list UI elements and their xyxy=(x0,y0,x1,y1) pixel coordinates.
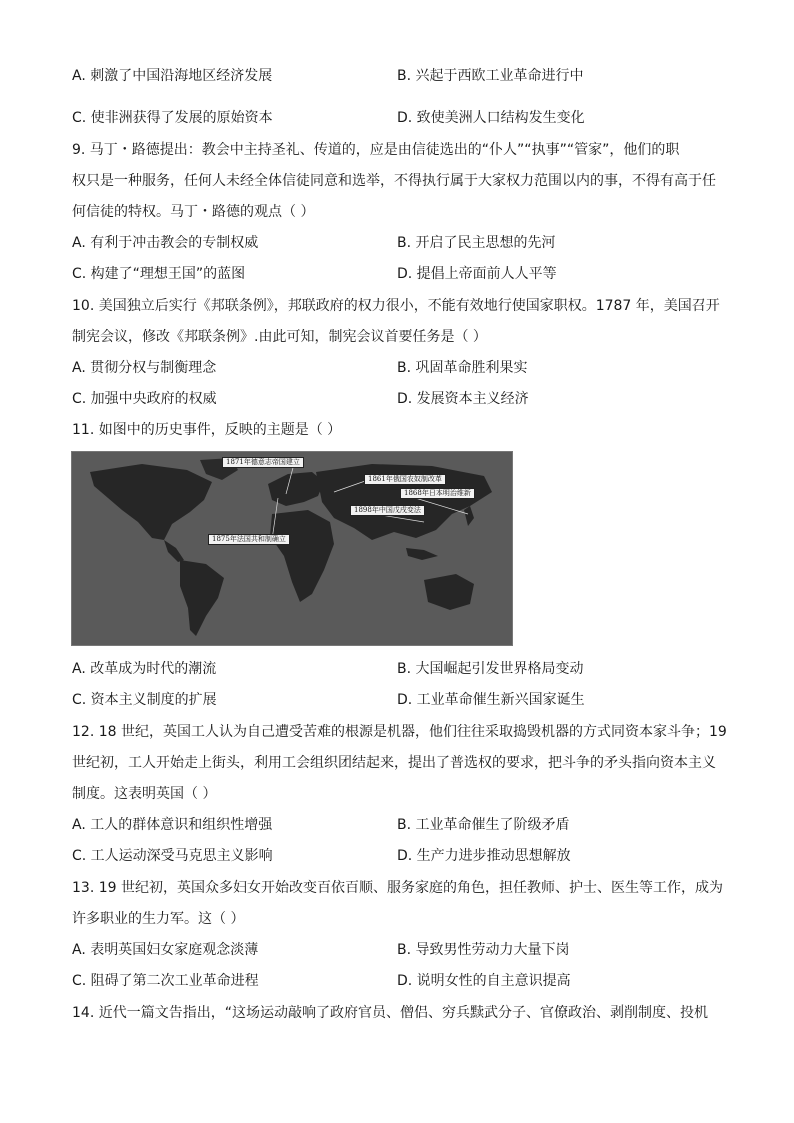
q12-option-c[interactable]: C. 工人运动深受马克思主义影响 xyxy=(72,848,273,864)
q12-options-row-1 xyxy=(72,815,722,835)
q9-stem-line-3: 何信徒的特权。马丁・路德的观点（ ） xyxy=(72,204,315,220)
map-label-germany: 1871年德意志帝国建立 xyxy=(222,457,304,468)
map-label-china: 1898年中国戊戌变法 xyxy=(350,505,425,516)
q11-options-row-2 xyxy=(72,690,722,710)
q10-options-row-1 xyxy=(72,358,722,378)
q13-options-row-2 xyxy=(72,971,722,991)
q12-stem-line-3: 制度。这表明英国（ ） xyxy=(72,786,217,802)
q10-options-row-2 xyxy=(72,389,722,409)
q8-option-d[interactable]: D. 致使美洲人口结构发生变化 xyxy=(397,110,585,126)
q12-option-d[interactable]: D. 生产力进步推动思想解放 xyxy=(397,848,571,864)
q10-option-c[interactable]: C. 加强中央政府的权威 xyxy=(72,391,217,407)
q11-option-a[interactable]: A. 改革成为时代的潮流 xyxy=(72,661,217,677)
q9-option-a[interactable]: A. 有利于冲击教会的专制权威 xyxy=(72,235,259,251)
q12-option-a[interactable]: A. 工人的群体意识和组织性增强 xyxy=(72,817,273,833)
q13-stem-line-2: 许多职业的生力军。这（ ） xyxy=(72,911,245,927)
map-label-france: 1875年法国共和制确立 xyxy=(208,534,290,545)
q12-option-b[interactable]: B. 工业革命催生了阶级矛盾 xyxy=(397,817,570,833)
q10-stem-line-2: 制宪会议，修改《邦联条例》.由此可知，制宪会议首要任务是（ ） xyxy=(72,329,487,345)
q11-option-b[interactable]: B. 大国崛起引发世界格局变动 xyxy=(397,661,584,677)
q13-option-a[interactable]: A. 表明英国妇女家庭观念淡薄 xyxy=(72,942,259,958)
q9-option-b[interactable]: B. 开启了民主思想的先河 xyxy=(397,235,556,251)
q8-option-b[interactable]: B. 兴起于西欧工业革命进行中 xyxy=(397,68,584,84)
q11-stem: 11. 如图中的历史事件，反映的主题是（ ） xyxy=(72,422,342,438)
q8-option-a[interactable]: A. 刺激了中国沿海地区经济发展 xyxy=(72,68,273,84)
q13-option-d[interactable]: D. 说明女性的自主意识提高 xyxy=(397,973,571,989)
q8-options-row-2 xyxy=(72,108,722,128)
map-label-russia: 1861年俄国农奴制改革 xyxy=(364,474,446,485)
q14-stem-line-1: 14. 近代一篇文告指出，“这场运动敲响了政府官员、僧侣、穷兵黩武分子、官僚政治、剥削制度、投机 xyxy=(72,1005,708,1021)
world-map-figure xyxy=(72,452,512,645)
map-label-japan: 1868年日本明治维新 xyxy=(400,488,475,499)
q9-stem-line-1: 9. 马丁・路德提出：教会中主持圣礼、传道的，应是由信徒选出的“仆人”“执事”“管家”，他们的职 xyxy=(72,142,680,158)
q13-stem-line-1: 13. 19 世纪初，英国众多妇女开始改变百依百顺、服务家庭的角色，担任教师、护士、医生等工作，成为 xyxy=(72,880,723,896)
q9-option-d[interactable]: D. 提倡上帝面前人人平等 xyxy=(397,266,557,282)
q10-stem-line-1: 10. 美国独立后实行《邦联条例》，邦联政府的权力很小，不能有效地行使国家职权。1787 年，美国召开 xyxy=(72,298,720,314)
q12-stem-line-2: 世纪初，工人开始走上街头，利用工会组织团结起来，提出了普选权的要求，把斗争的矛头指向资本主义 xyxy=(72,755,716,771)
q9-option-c[interactable]: C. 构建了“理想王国”的蓝图 xyxy=(72,266,246,282)
q13-option-b[interactable]: B. 导致男性劳动力大量下岗 xyxy=(397,942,570,958)
q11-options-row-1 xyxy=(72,659,722,679)
q13-options-row-1 xyxy=(72,940,722,960)
q11-option-d[interactable]: D. 工业革命催生新兴国家诞生 xyxy=(397,692,585,708)
q9-stem-line-2: 权只是一种服务，任何人未经全体信徒同意和选举，不得执行属于大家权力范围以内的事，不得有高于任 xyxy=(72,173,716,189)
q9-options-row-2 xyxy=(72,264,722,284)
q12-stem-line-1: 12. 18 世纪，英国工人认为自己遭受苦难的根源是机器，他们往往采取捣毁机器的方式同资本家斗争；19 xyxy=(72,724,727,740)
q11-option-c[interactable]: C. 资本主义制度的扩展 xyxy=(72,692,217,708)
q10-option-a[interactable]: A. 贯彻分权与制衡理念 xyxy=(72,360,217,376)
world-map-svg xyxy=(72,452,512,645)
q8-option-c[interactable]: C. 使非洲获得了发展的原始资本 xyxy=(72,110,273,126)
q8-options-row-1 xyxy=(72,66,722,86)
q10-option-d[interactable]: D. 发展资本主义经济 xyxy=(397,391,529,407)
q13-option-c[interactable]: C. 阻碍了第二次工业革命进程 xyxy=(72,973,259,989)
q12-options-row-2 xyxy=(72,846,722,866)
q10-option-b[interactable]: B. 巩固革命胜利果实 xyxy=(397,360,528,376)
q9-options-row-1 xyxy=(72,233,722,253)
